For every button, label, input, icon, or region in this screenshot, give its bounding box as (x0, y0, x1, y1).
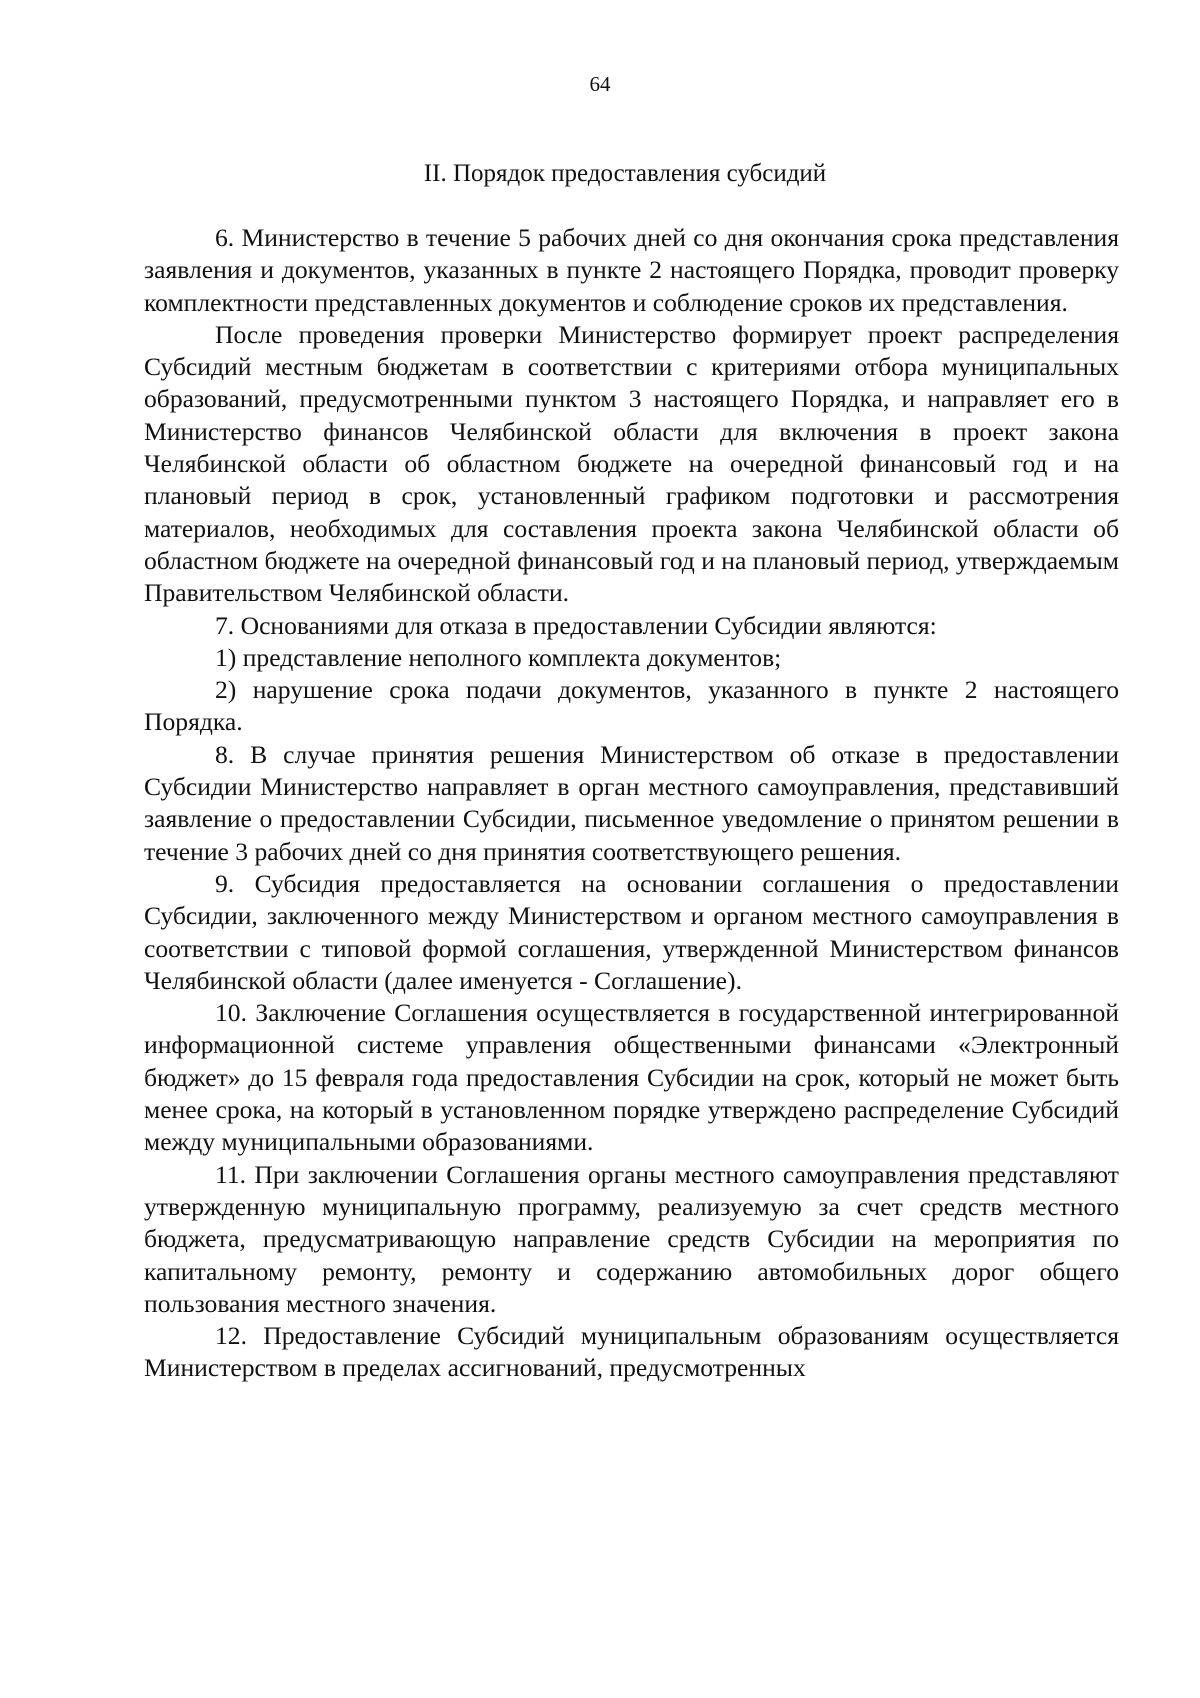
paragraph-11: 11. При заключении Соглашения органы местного самоуправления представляют утвержденную муниципальную программу, реализуемую за счет средств местного бюджета, предусматривающую направление средств Субсидии на мероприятия по капитальному ремонту, ремонту и содержанию автомобильных дорог общего пользования местного значения. (144, 1159, 1119, 1318)
section-heading: II. Порядок предоставления субсидий (423, 160, 827, 187)
paragraph-12: 12. Предоставление Субсидий муниципальным образованиям осуществляется Министерством в пределах ассигнований, предусмотренных (144, 1321, 1119, 1383)
paragraph-7: 7. Основаниями для отказа в предоставлении Субсидии являются: (215, 610, 937, 640)
paragraph-7-item-2: 2) нарушение срока подачи документов, указанного в пункте 2 настоящего Порядка. (144, 675, 1119, 737)
page-number: 64 (589, 72, 611, 96)
paragraph-6: 6. Министерство в течение 5 рабочих дней со дня окончания срока представления заявления и документов, указанных в пункте 2 настоящего Порядка, проводит проверку комплектности представленных документов и соблюдение сроков их представления. (144, 223, 1119, 317)
paragraph-7-item-1: 1) представление неполного комплекта документов; (215, 642, 782, 672)
paragraph-10: 10. Заключение Соглашения осуществляется в государственной интегрированной информационной системе управления общественными финансами «Электронный бюджет» до 15 февраля года предоставления Субсидии на срок, который не может быть менее срока, на который в установленном порядке утверждено распределение Субсидий между муниципальными образованиями. (144, 998, 1119, 1157)
paragraph-8: 8. В случае принятия решения Министерством об отказе в предоставлении Субсидии Министерство направляет в орган местного самоуправления, представивший заявление о предоставлении Субсидии, письменное уведомление о принятом решении в течение 3 рабочих дней со дня принятия соответствующего решения. (144, 739, 1119, 866)
paragraph-9: 9. Субсидия предоставляется на основании соглашения о предоставлении Субсидии, заключенного между Министерством и органом местного самоуправления в соответствии с типовой формой соглашения, утвержденной Министерством финансов Челябинской области (далее именуется - Соглашение). (144, 868, 1119, 995)
document-body (144, 222, 1119, 1385)
paragraph-6-continued: После проведения проверки Министерство формирует проект распределения Субсидий местным бюджетам в соответствии с критериями отбора муниципальных образований, предусмотренными пунктом 3 настоящего Порядка, и направляет его в Министерство финансов Челябинской области для включения в проект закона Челябинской области об областном бюджете на очередной финансовый год и на плановый период в срок, установленный графиком подготовки и рассмотрения материалов, необходимых для составления проекта закона Челябинской области об областном бюджете на очередной финансовый год и на плановый период, утверждаемым Правительством Челябинской области. (144, 319, 1119, 608)
